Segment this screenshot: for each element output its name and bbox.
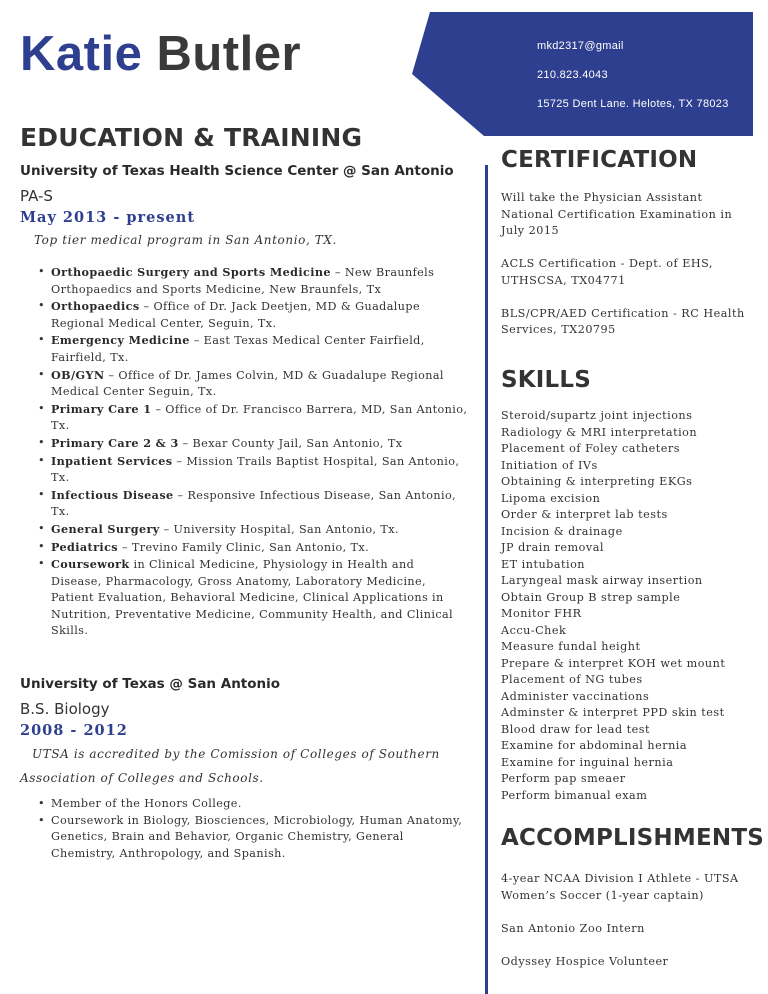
certification-item: Will take the Physician Assistant National Certification Examination in July 2015: [501, 191, 733, 237]
rotation-title: Emergency Medicine: [51, 333, 190, 348]
skill-item: ET intubation: [501, 557, 586, 571]
school2-dates: 2008 - 2012: [20, 722, 128, 739]
rotation-detail: – Office of Dr. Francisco Barrera, MD, San Antonio, Tx.: [51, 402, 468, 433]
rotation-title: Orthopaedic Surgery and Sports Medicine: [51, 265, 331, 279]
skill-item: Laryngeal mask airway insertion: [501, 574, 703, 587]
skills-heading: SKILLS: [501, 367, 592, 393]
school1-rotations: [38, 264, 468, 640]
rotation-detail: – East Texas Medical Center Fairfield, Fairfield, Tx.: [51, 334, 425, 364]
school2-name: University of Texas @ San Antonio: [20, 676, 281, 692]
skill-item: Obtain Group B strep sample: [501, 590, 681, 604]
accomplishments-list: [501, 871, 756, 987]
skill-item: Blood draw for lead test: [501, 722, 651, 736]
rotation-detail: – Bexar County Jail, San Antonio, Tx: [178, 436, 403, 450]
rotation-item: [38, 298, 468, 332]
skill-item: Initiation of IVs: [501, 458, 598, 472]
rotation-item: [38, 264, 468, 298]
rotation-detail: – New Braunfels Orthopaedics and Sports Medicine, New Braunfels, Tx: [51, 266, 435, 296]
skill-item: Placement of NG tubes: [501, 673, 643, 686]
contact-address: 15725 Dent Lane. Helotes, TX 78023: [537, 98, 729, 110]
rotation-item: [38, 487, 468, 521]
rotation-item: [38, 556, 468, 640]
undergrad-item: • Coursework in Biology, Biosciences, Microbiology, Human Anatomy, Genetics, Brain and Behavior, Organic Chemistry, General Chemistry, Anthropology, and Spanish.: [38, 813, 463, 863]
school1-name: University of Texas Health Science Center @ San Antonio: [20, 163, 454, 179]
skills-list: [501, 408, 756, 804]
school1-note: Top tier medical program in San Antonio, TX.: [34, 233, 337, 247]
skill-item: Prepare & interpret KOH wet mount: [501, 656, 726, 670]
contact-email[interactable]: mkd2317@gmail: [537, 40, 624, 52]
rotation-title: Coursework: [51, 557, 130, 572]
rotation-title: Pediatrics: [51, 539, 118, 554]
skill-item: Placement of Foley catheters: [501, 442, 681, 455]
school2-degree: B.S. Biology: [20, 700, 110, 718]
rotation-item: [38, 453, 468, 487]
skill-item: Administer vaccinations: [501, 689, 650, 703]
rotation-detail: – Office of Dr. Jack Deetjen, MD & Guadalupe Regional Medical Center, Seguin, Tx.: [51, 300, 420, 330]
skill-item: Adminster & interpret PPD skin test: [501, 706, 725, 719]
rotation-detail: in Clinical Medicine, Physiology in Health and Disease, Pharmacology, Gross Anatomy, Laboratory Medicine, Patient Evaluation, Behavioral Medicine, Clinical Applications in Nutrition, Preventative Medicine, Community Health, and Clinical Skills.: [51, 558, 454, 638]
candidate-name: [20, 27, 302, 81]
certification-item: BLS/CPR/AED Certification - RC Health Services, TX20795: [501, 306, 745, 336]
skill-item: Measure fundal height: [501, 640, 641, 653]
rotation-item: [38, 367, 468, 401]
skill-item: Perform bimanual exam: [501, 788, 648, 802]
rotation-item: [38, 435, 468, 453]
skill-item: Accu-Chek: [501, 623, 567, 637]
school2-details: [38, 796, 463, 862]
skill-item: Perform pap smeaer: [501, 772, 626, 785]
skill-item: Examine for inguinal hernia: [501, 755, 674, 769]
rotation-title: Orthopaedics: [51, 299, 140, 314]
rotation-item: [38, 521, 468, 539]
skill-item: Incision & drainage: [501, 524, 623, 538]
rotation-detail: – Responsive Infectious Disease, San Antonio, Tx.: [51, 488, 457, 519]
school2-note: UTSA is accredited by the Comission of Colleges of Southern Association of Colleges and Schools.: [20, 747, 440, 785]
skill-item: Order & interpret lab tests: [501, 508, 668, 521]
undergrad-item: • Member of the Honors College.: [38, 796, 463, 813]
rotation-detail: – Trevino Family Clinic, San Antonio, Tx.: [117, 540, 370, 554]
rotation-title: General Surgery: [51, 521, 160, 536]
skill-item: Obtaining & interpreting EKGs: [501, 475, 693, 488]
rotation-item: [38, 401, 468, 435]
accomplishment-item: San Antonio Zoo Intern: [501, 921, 645, 935]
skill-item: Radiology & MRI interpretation: [501, 425, 698, 439]
rotation-detail: – Mission Trails Baptist Hospital, San Antonio, Tx.: [51, 454, 460, 485]
certification-heading: CERTIFICATION: [501, 147, 698, 173]
accomplishment-item: Odyssey Hospice Volunteer: [501, 954, 669, 968]
school1-degree: PA-S: [20, 187, 53, 205]
school1-dates: May 2013 - present: [20, 209, 196, 226]
accomplishment-item: 4-year NCAA Division I Athlete - UTSA Women’s Soccer (1-year captain): [501, 872, 739, 902]
rotation-title: OB/GYN: [51, 367, 105, 382]
column-divider: [485, 165, 488, 994]
accomplishments-heading: ACCOMPLISHMENTS: [501, 825, 764, 851]
rotation-title: Primary Care 1: [51, 401, 152, 416]
skill-item: JP drain removal: [501, 541, 604, 554]
rotation-detail: – Office of Dr. James Colvin, MD & Guadalupe Regional Medical Center Seguin, Tx.: [51, 368, 444, 399]
contact-banner: [412, 12, 753, 136]
education-heading: EDUCATION & TRAINING: [20, 123, 363, 152]
rotation-item: [38, 539, 468, 557]
skill-item: Lipoma excision: [501, 491, 601, 505]
rotation-title: Primary Care 2 & 3: [51, 435, 179, 450]
skill-item: Examine for abdominal hernia: [501, 739, 688, 752]
rotation-detail: – University Hospital, San Antonio, Tx.: [159, 522, 399, 536]
skill-item: Monitor FHR: [501, 607, 582, 620]
rotation-title: Inpatient Services: [51, 453, 173, 468]
contact-phone[interactable]: 210.823.4043: [537, 69, 608, 81]
certification-list: [501, 190, 751, 355]
rotation-title: Infectious Disease: [51, 487, 174, 502]
rotation-item: [38, 332, 468, 366]
last-name: Butler: [156, 27, 302, 81]
first-name: Katie: [20, 27, 143, 81]
skill-item: Steroid/supartz joint injections: [501, 409, 693, 422]
certification-item: ACLS Certification - Dept. of EHS, UTHSCSA, TX04771: [501, 257, 713, 287]
